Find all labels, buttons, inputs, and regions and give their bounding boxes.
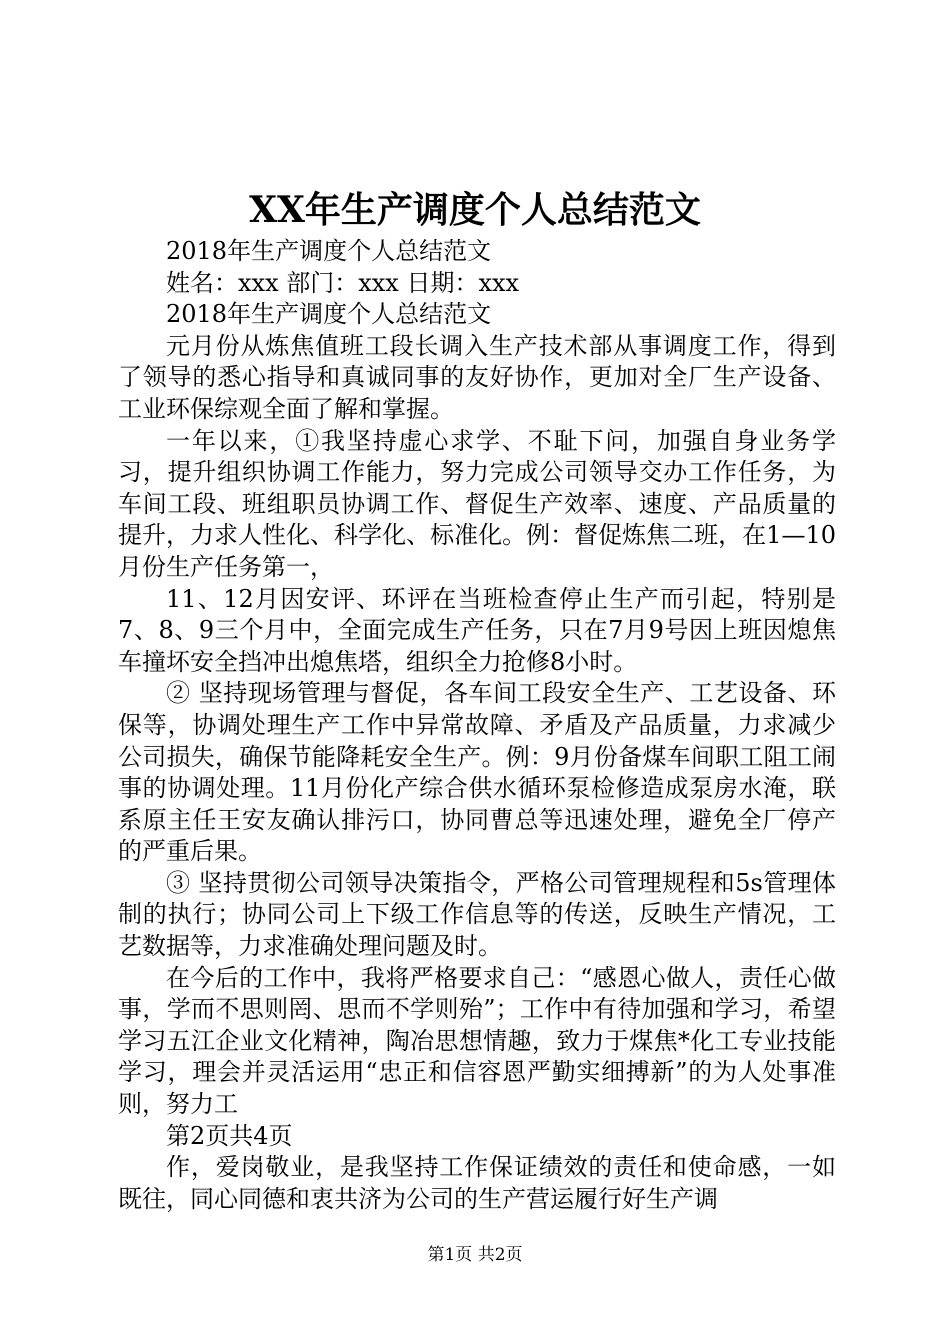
paragraph-meta: 姓名：xxx 部门：xxx 日期：xxx: [166, 268, 520, 297]
paragraph: 作，爱岗敬业，是我坚持工作保证绩效的责任和使命感，一如既往，同心同德和衷共济为公司的生产营运履行好生产调: [118, 1153, 836, 1213]
paragraph: ② 坚持现场管理与督促，各车间工段安全生产、工艺设备、环保等，协调处理生产工作中异常故障、矛盾及产品质量，力求减少公司损失，确保节能降耗安全生产。例：9月份备煤车间职工阻工闹事的协调处理。11月份化产综合供水循环泵检修造成泵房水淹，联系原主任王安友确认排污口，协同曹总等迅速处理，避免全厂停产的严重后果。: [118, 679, 836, 866]
paragraph: 11、12月因安评、环评在当班检查停止生产而引起，特别是7、8、9三个月中，全面完成生产任务，只在7月9号因上班因熄焦车撞坏安全挡冲出熄焦塔，组织全力抢修8小时。: [118, 584, 836, 676]
document-title: XX年生产调度个人总结范文: [249, 189, 701, 231]
paragraph-subtitle: 2018年生产调度个人总结范文: [166, 237, 492, 265]
paragraph: 在今后的工作中，我将严格要求自己：“感恩心做人，责任心做事，学而不思则罔、思而不学则殆”；工作中有待加强和学习，希望学习五江企业文化精神，陶冶思想情趣，致力于煤焦*化工专业技能学习，理会并灵活运用“忠正和信容恩严勤实细搏新”的为人处事准则，努力工: [118, 963, 836, 1119]
document-body: [118, 236, 836, 1215]
page-footer: 第1页 共2页: [427, 1245, 523, 1265]
paragraph: 一年以来，①我坚持虚心求学、不耻下问，加强自身业务学习，提升组织协调工作能力，努力完成公司领导交办工作任务，为车间工段、班组职员协调工作、督促生产效率、速度、产品质量的提升，力求人性化、科学化、标准化。例：督促炼焦二班，在1—10月份生产任务第一，: [118, 426, 836, 581]
paragraph: ③ 坚持贯彻公司领导决策指令，严格公司管理规程和5s管理体制的执行；协同公司上下级工作信息等的传送，反映生产情况，工艺数据等，力求准确处理问题及时。: [118, 868, 836, 961]
paragraph-page-marker: 第2页共4页: [166, 1121, 293, 1150]
paragraph: 元月份从炼焦值班工段长调入生产技术部从事调度工作，得到了领导的悉心指导和真诚同事的友好协作，更加对全厂生产设备、工业环保综观全面了解和掌握。: [118, 331, 836, 423]
paragraph-subtitle-repeat: 2018年生产调度个人总结范文: [166, 300, 492, 329]
